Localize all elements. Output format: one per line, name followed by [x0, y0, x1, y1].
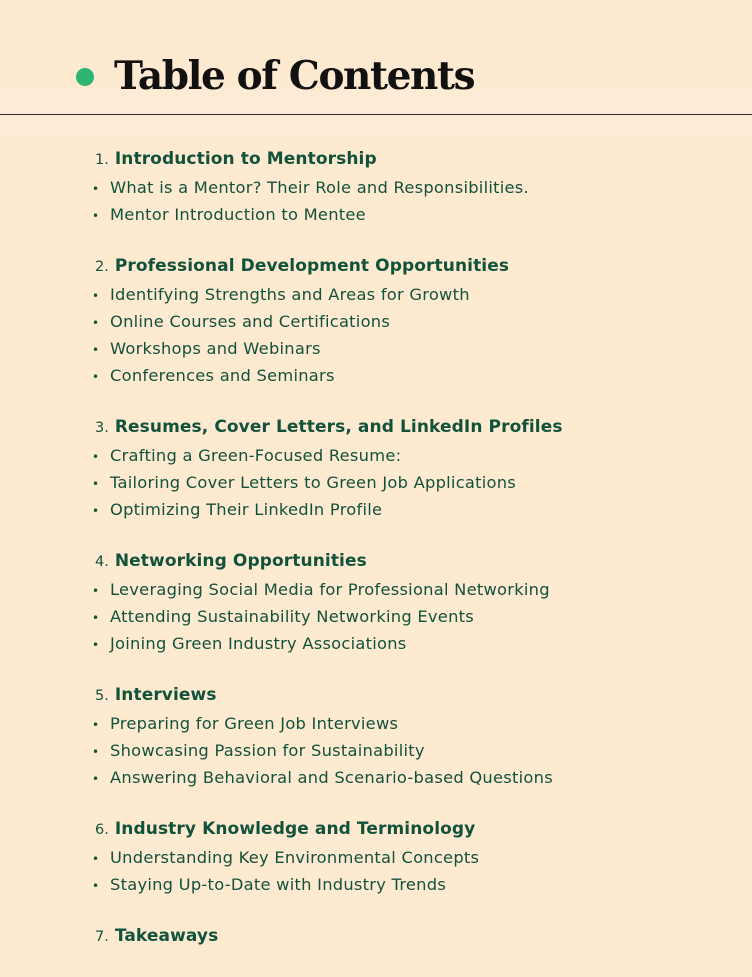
list-item[interactable]: [92, 630, 732, 657]
bullet-icon: •: [92, 289, 100, 303]
toc-section: [92, 415, 732, 523]
section-heading[interactable]: [92, 254, 732, 278]
section-title: Introduction to Mentorship: [114, 149, 377, 169]
section-items-list: [92, 844, 732, 898]
toc-section: [92, 147, 732, 228]
bullet-icon: •: [92, 209, 100, 223]
section-number: 6.: [95, 822, 109, 838]
list-item-label: Online Courses and Certifications: [110, 312, 391, 331]
section-items-list: [92, 576, 732, 657]
section-title: Professional Development Opportunities: [114, 256, 510, 276]
section-number: 7.: [95, 929, 109, 945]
toc-section: [92, 683, 732, 791]
list-item[interactable]: [92, 603, 732, 630]
list-item-label: Identifying Strengths and Areas for Growth: [110, 285, 470, 304]
list-item-label: Understanding Key Environmental Concepts: [110, 848, 480, 867]
list-item-label: Workshops and Webinars: [110, 339, 321, 358]
list-item-label: Optimizing Their LinkedIn Profile: [110, 500, 383, 519]
toc-section: [92, 924, 732, 948]
list-item[interactable]: [92, 496, 732, 523]
page-title: Table of Contents: [114, 53, 475, 99]
bullet-icon: •: [92, 316, 100, 330]
list-item-label: Conferences and Seminars: [110, 366, 335, 385]
toc-section: [92, 549, 732, 657]
section-items-list: [92, 710, 732, 791]
section-heading[interactable]: [92, 415, 732, 439]
section-title: Takeaways: [114, 926, 219, 946]
header-divider: [0, 114, 752, 115]
list-item-label: Joining Green Industry Associations: [110, 634, 407, 653]
list-item-label: Crafting a Green-Focused Resume:: [110, 446, 402, 465]
table-of-contents: [92, 147, 732, 974]
list-item-label: Showcasing Passion for Sustainability: [110, 741, 425, 760]
list-item[interactable]: [92, 710, 732, 737]
toc-section: [92, 817, 732, 898]
list-item[interactable]: [92, 871, 732, 898]
list-item[interactable]: [92, 335, 732, 362]
section-heading[interactable]: [92, 683, 732, 707]
list-item[interactable]: [92, 281, 732, 308]
list-item[interactable]: [92, 442, 732, 469]
section-heading[interactable]: [92, 924, 732, 948]
bullet-icon: •: [92, 370, 100, 384]
list-item-label: What is a Mentor? Their Role and Responsibilities.: [110, 178, 529, 197]
list-item-label: Answering Behavioral and Scenario-based Questions: [110, 768, 553, 787]
section-number: 2.: [95, 259, 109, 275]
section-number: 3.: [95, 420, 109, 436]
section-heading[interactable]: [92, 549, 732, 573]
bullet-icon: •: [92, 852, 100, 866]
section-number: 4.: [95, 554, 109, 570]
section-items-list: [92, 281, 732, 389]
section-heading[interactable]: [92, 817, 732, 841]
list-item-label: Attending Sustainability Networking Events: [110, 607, 475, 626]
section-number: 1.: [95, 152, 109, 168]
list-item-label: Staying Up-to-Date with Industry Trends: [110, 875, 447, 894]
list-item-label: Tailoring Cover Letters to Green Job Applications: [110, 473, 517, 492]
bullet-icon: •: [92, 182, 100, 196]
list-item[interactable]: [92, 764, 732, 791]
bullet-icon: •: [92, 343, 100, 357]
bullet-icon: •: [92, 718, 100, 732]
list-item-label: Preparing for Green Job Interviews: [110, 714, 399, 733]
section-title: Resumes, Cover Letters, and LinkedIn Profiles: [114, 417, 563, 437]
bullet-icon: •: [92, 638, 100, 652]
bullet-icon: •: [92, 504, 100, 518]
page-header: [0, 48, 752, 106]
list-item[interactable]: [92, 308, 732, 335]
section-items-list: [92, 442, 732, 523]
bullet-icon: •: [92, 477, 100, 491]
section-heading[interactable]: [92, 147, 732, 171]
list-item[interactable]: [92, 469, 732, 496]
list-item[interactable]: [92, 174, 732, 201]
accent-dot-icon: [76, 68, 94, 86]
list-item[interactable]: [92, 362, 732, 389]
section-title: Networking Opportunities: [114, 551, 367, 571]
list-item[interactable]: [92, 201, 732, 228]
list-item[interactable]: [92, 844, 732, 871]
list-item[interactable]: [92, 737, 732, 764]
bullet-icon: •: [92, 879, 100, 893]
list-item-label: Leveraging Social Media for Professional Networking: [110, 580, 550, 599]
section-title: Industry Knowledge and Terminology: [114, 819, 476, 839]
list-item-label: Mentor Introduction to Mentee: [110, 205, 366, 224]
bullet-icon: •: [92, 450, 100, 464]
bullet-icon: •: [92, 745, 100, 759]
toc-section: [92, 254, 732, 389]
bullet-icon: •: [92, 584, 100, 598]
section-title: Interviews: [114, 685, 217, 705]
bullet-icon: •: [92, 611, 100, 625]
section-items-list: [92, 174, 732, 228]
bullet-icon: •: [92, 772, 100, 786]
section-number: 5.: [95, 688, 109, 704]
list-item[interactable]: [92, 576, 732, 603]
